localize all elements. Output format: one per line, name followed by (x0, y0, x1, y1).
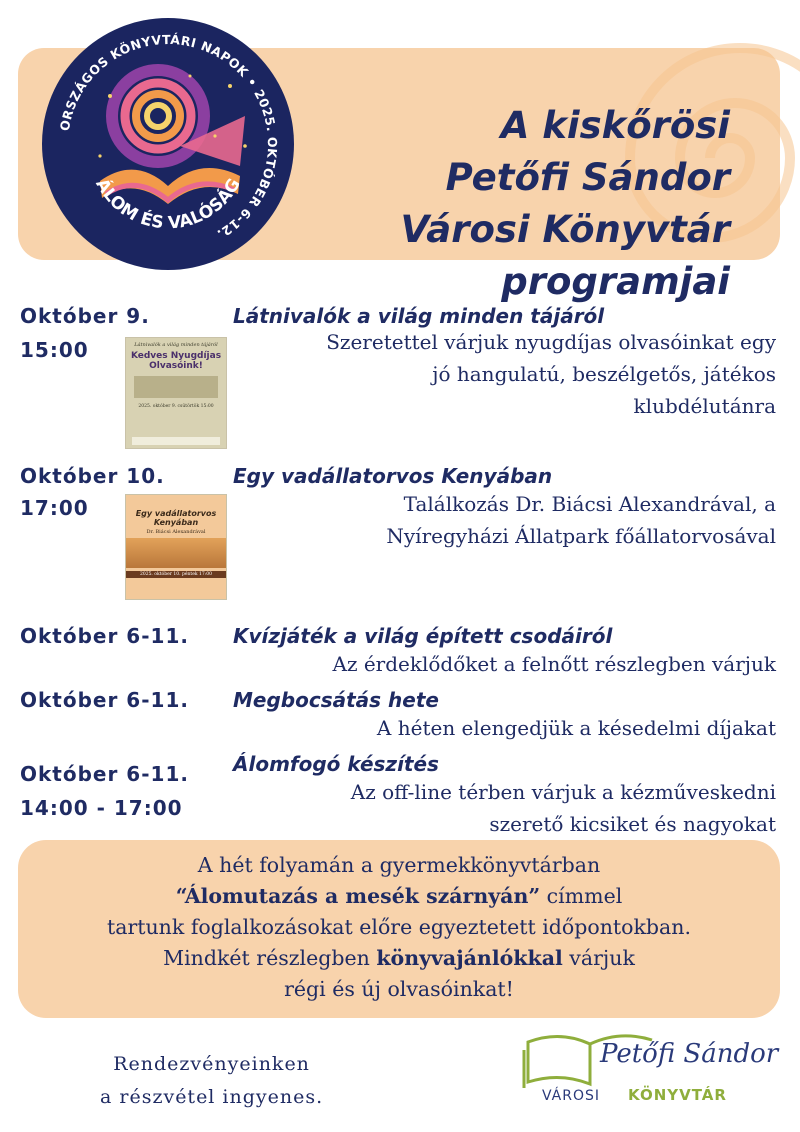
badge-ring-text: ORSZÁGOS KÖNYVTÁRI NAPOK • 2025. OKTÓBER 6-12. (56, 31, 281, 243)
poster-date-line: 2025. október 10. péntek 17:00 (126, 571, 226, 578)
info-line (18, 943, 780, 974)
event-date: Október 6-11. (20, 762, 189, 786)
event-poster-thumbnail (125, 337, 227, 449)
description-line: Találkozás Dr. Biácsi Alexandrával, a (403, 492, 776, 516)
page-title (310, 100, 730, 308)
title-line: Petőfi Sándor (445, 156, 730, 199)
event-date: Október 10. (20, 464, 165, 488)
event-time: 17:00 (20, 496, 89, 520)
info-line: tartunk foglalkozásokat előre egyeztetett időpontokban. (106, 915, 691, 939)
title-line: Városi Könyvtár (400, 208, 730, 251)
footer-line: a részvétel ingyenes. (100, 1086, 324, 1108)
title-line: A kiskőrösi (500, 104, 730, 147)
description-line: Az off-line térben várjuk a kézműveskedni (350, 780, 776, 804)
description-line: Az érdeklődőket a felnőtt részlegben várjuk (332, 652, 776, 676)
info-text: címmel (540, 884, 623, 908)
description-line: Nyíregyházi Állatpark főállatorvosával (386, 524, 776, 548)
event-title: Egy vadállatorvos Kenyában (233, 464, 553, 488)
event-date: Október 9. (20, 304, 150, 328)
event-poster-thumbnail (125, 494, 227, 600)
info-line (18, 881, 780, 912)
event-title: Megbocsátás hete (233, 688, 439, 712)
description-line: jó hangulatú, beszélgetős, játékos (432, 362, 776, 386)
description-line: Szeretettel várjuk nyugdíjas olvasóinkat egy (326, 330, 776, 354)
event-description (333, 648, 777, 680)
description-line: klubdélutánra (633, 394, 776, 418)
poster-heading: Látnivalók a világ minden tájáról (134, 342, 218, 348)
poster-big-text: Egy vadállatorvos Kenyában (135, 509, 217, 527)
poster-body-block (134, 376, 218, 398)
description-line: A héten elengedjük a késedelmi díjakat (376, 716, 776, 740)
description-line: szerető kicsiket és nagyokat (489, 812, 776, 836)
poster-mid-text: Dr. Biácsi Alexandrával (146, 529, 206, 535)
info-text: várjuk (562, 946, 635, 970)
event-date: Október 6-11. (20, 624, 189, 648)
info-line: A hét folyamán a gyermekkönyvtárban (197, 853, 601, 877)
event-title: Látnivalók a világ minden tájáról (233, 304, 605, 328)
poster-logos-strip (132, 437, 220, 445)
event-description (351, 776, 776, 840)
event-badge-logo (40, 16, 296, 272)
event-title: Kvízjáték a világ épített csodáiról (233, 624, 613, 648)
event-description (386, 488, 776, 552)
logo-left-word: VÁROSI (542, 1088, 601, 1104)
poster-savanna-image (126, 538, 226, 568)
library-logo (520, 1022, 779, 1108)
free-entry-note (100, 1048, 323, 1114)
event-time: 15:00 (20, 338, 89, 362)
event-time: 14:00 - 17:00 (20, 796, 183, 820)
info-panel (18, 840, 780, 1018)
logo-signature: Petőfi Sándor (600, 1039, 779, 1069)
info-text: Mindkét részlegben (163, 946, 377, 970)
poster-big-text: Kedves Nyugdíjas Olvasóink! (130, 351, 222, 371)
title-line: programjai (501, 260, 730, 303)
program-name: “Álomutazás a mesék szárnyán” (175, 884, 541, 908)
event-title: Álomfogó készítés (233, 752, 439, 776)
event-description (377, 712, 776, 744)
footer-line: Rendezvényeinken (113, 1053, 310, 1075)
event-date: Október 6-11. (20, 688, 189, 712)
logo-right-word: KÖNYVTÁR (628, 1086, 727, 1104)
info-bold: könyvajánlókkal (376, 946, 563, 970)
event-description (326, 326, 776, 422)
info-line: régi és új olvasóinkat! (284, 977, 514, 1001)
badge-bottom-text: ÁLOM ÉS VALÓSÁG (91, 175, 245, 234)
poster-date-line: 2025. október 9. csütörtök 15:00 (138, 404, 214, 409)
